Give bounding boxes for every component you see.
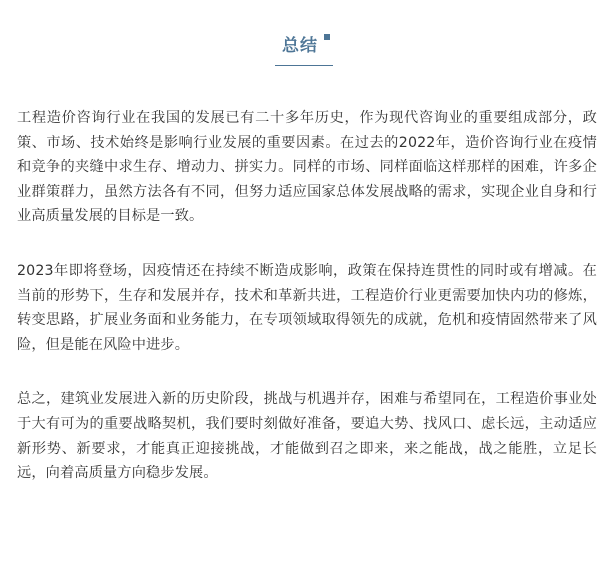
title-square-decoration [324, 34, 330, 40]
paragraph-3: 总之，建筑业发展进入新的历史阶段，挑战与机遇并存，困难与希望同在，工程造价事业处于大有可为的重要战略契机，我们要时刻做好准备，要追大势、找风口、虑长远，主动适应新形势、新要求，才能真正迎接挑战，才能做到召之即来，来之能战，战之能胜，立足长远，向着高质量方向稳步发展。 [17, 391, 597, 482]
article-body [17, 106, 597, 516]
page-title: 总结 [282, 36, 318, 56]
paragraph-2: 2023年即将登场，因疫情还在持续不断造成影响，政策在保持连贯性的同时或有增减。在当前的形势下，生存和发展并存，技术和革新共进，工程造价行业更需要加快内功的修炼，转变思路，扩展业务面和业务能力，在专项领域取得领先的成就，危机和疫情固然带来了风险，但是能在风险中进步。 [17, 262, 597, 353]
paragraph-1: 工程造价咨询行业在我国的发展已有二十多年历史，作为现代咨询业的重要组成部分，政策、市场、技术始终是影响行业发展的重要因素。在过去的2022年，造价咨询行业在疫情和竞争的夹缝中求生存、增动力、拼实力。同样的市场、同样面临这样那样的困难，许多企业群策群力，虽然方法各有不同，但努力适应国家总体发展战略的需求，实现企业自身和行业高质量发展的目标是一致。 [17, 110, 597, 225]
title-underline [275, 65, 333, 66]
section-heading [0, 34, 613, 74]
